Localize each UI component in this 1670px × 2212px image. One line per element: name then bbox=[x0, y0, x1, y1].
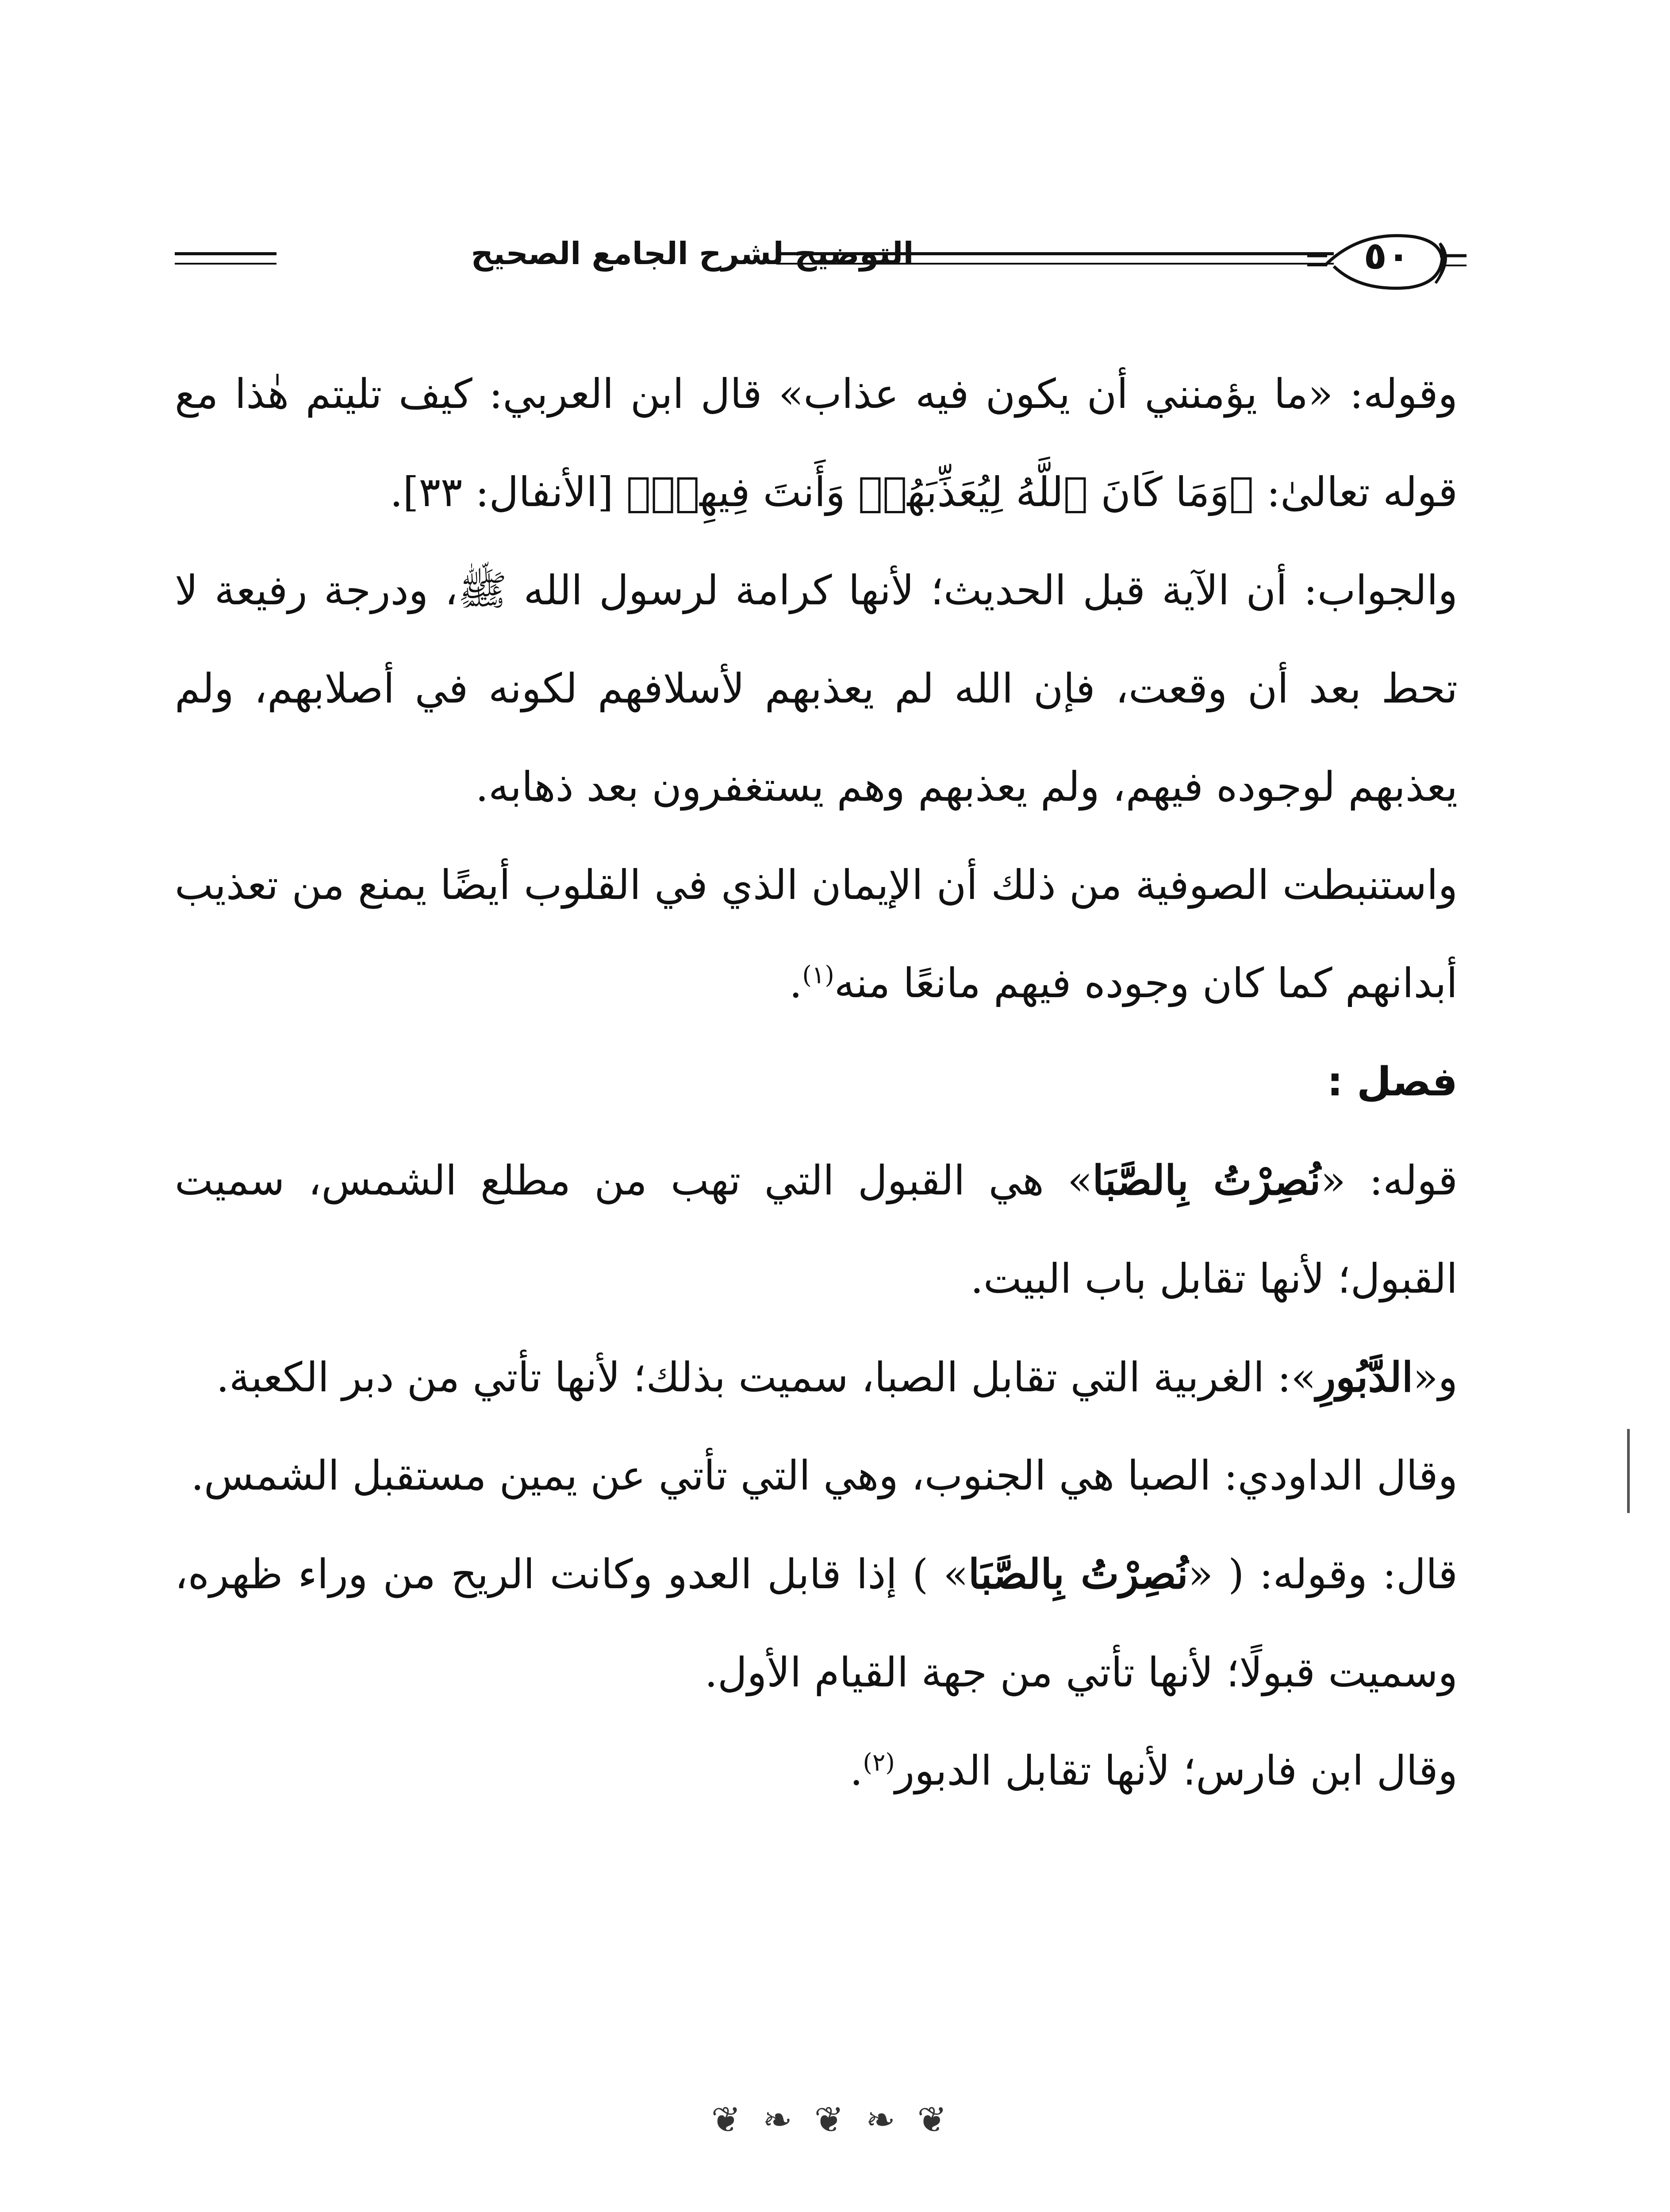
paragraph-5-rest: »: الغربية التي تقابل الصبا، سميت بذلك؛ لأنها تأتي من دبر الكعبة. bbox=[216, 1354, 1316, 1401]
paragraph-3-text: واستنبطت الصوفية من ذلك أن الإيمان الذي في القلوب أيضًا يمنع من تعذيب أبدانهم كما كان وجوده فيهم مانعًا منه bbox=[175, 861, 1458, 1007]
paragraph-8-text: وقال ابن فارس؛ لأنها تقابل الدبور bbox=[895, 1747, 1458, 1794]
running-header bbox=[175, 217, 1511, 305]
paragraph-7-lead: قال: وقوله: ( « bbox=[1188, 1551, 1458, 1598]
header-rule-middle-bottom bbox=[776, 263, 1334, 265]
fasl-heading: فصل : bbox=[1327, 1059, 1458, 1105]
paragraph-3: واستنبطت الصوفية من ذلك أن الإيمان الذي في القلوب أيضًا يمنع من تعذيب أبدانهم كما كان وجوده فيهم مانعًا منه$^{(١)}$. bbox=[175, 861, 1458, 1007]
footnote-ref-1[interactable]: (١) bbox=[802, 960, 834, 989]
hadith-term-saba-2: نُصِرْتُ بِالصَّبَا bbox=[968, 1550, 1188, 1598]
paragraph-2: والجواب: أن الآية قبل الحديث؛ لأنها كرامة لرسول الله ﷺ، ودرجة رفيعة لا تحط بعد أن وقعت، فإن الله لم يعذبهم لأسلافهم لكونه في أصلابهم، ولم يعذبهم لوجوده فيهم، ولم يعذبهم وهم يستغفرون بعد ذهابه. bbox=[175, 567, 1458, 810]
paragraph-7 bbox=[175, 1525, 1458, 1722]
margin-mark bbox=[1627, 1429, 1630, 1513]
main-text bbox=[175, 345, 1458, 1820]
paragraph-7-rest: » ) إذا قابل العدو وكانت الريح من وراء ظهره، وسميت قبولًا؛ لأنها تأتي من جهة القيام الأول. bbox=[175, 1551, 1458, 1696]
page-number-badge bbox=[1307, 217, 1467, 301]
section-ornament-icon: ❦ ❧ ❦ ❧ ❦ bbox=[711, 2099, 952, 2140]
page-number: ٥٠ bbox=[1363, 234, 1410, 278]
header-rule-left-top bbox=[175, 252, 276, 255]
paragraph-5 bbox=[175, 1328, 1458, 1427]
paragraph-6: وقال الداودي: الصبا هي الجنوب، وهي التي تأتي عن يمين مستقبل الشمس. bbox=[191, 1452, 1458, 1499]
book-title: التوضيح لشرح الجامع الصحيح bbox=[449, 235, 936, 272]
paragraph-1: وقوله: «ما يؤمنني أن يكون فيه عذاب» قال ابن العربي: كيف تليتم هٰذا مع قوله تعالىٰ: ﴿وَمَا كَانَ ٱللَّهُ لِيُعَذِّبَهُمۡ وَأَنتَ فِيهِمۡ﴾ [الأنفال: ٣٣]. bbox=[175, 370, 1458, 516]
hadith-term-dabur: الدَّبُورِ bbox=[1316, 1353, 1413, 1401]
paragraph-5-lead: و« bbox=[1413, 1354, 1458, 1401]
section-heading bbox=[175, 1033, 1458, 1131]
paragraph-8: وقال ابن فارس؛ لأنها تقابل الدبور$^{(٢)}$. bbox=[850, 1747, 1458, 1794]
paragraph-4 bbox=[175, 1131, 1458, 1328]
footnote-ref-2[interactable]: (٢) bbox=[863, 1748, 895, 1777]
header-rule-middle-top bbox=[776, 252, 1334, 255]
paragraph-4-lead: قوله: « bbox=[1321, 1157, 1458, 1204]
header-rule-left-bottom bbox=[175, 263, 276, 265]
hadith-term-saba: نُصِرْتُ بِالصَّبَا bbox=[1092, 1156, 1321, 1204]
paragraph-4-rest: » هي القبول التي تهب من مطلع الشمس، سميت القبول؛ لأنها تقابل باب البيت. bbox=[175, 1157, 1458, 1302]
